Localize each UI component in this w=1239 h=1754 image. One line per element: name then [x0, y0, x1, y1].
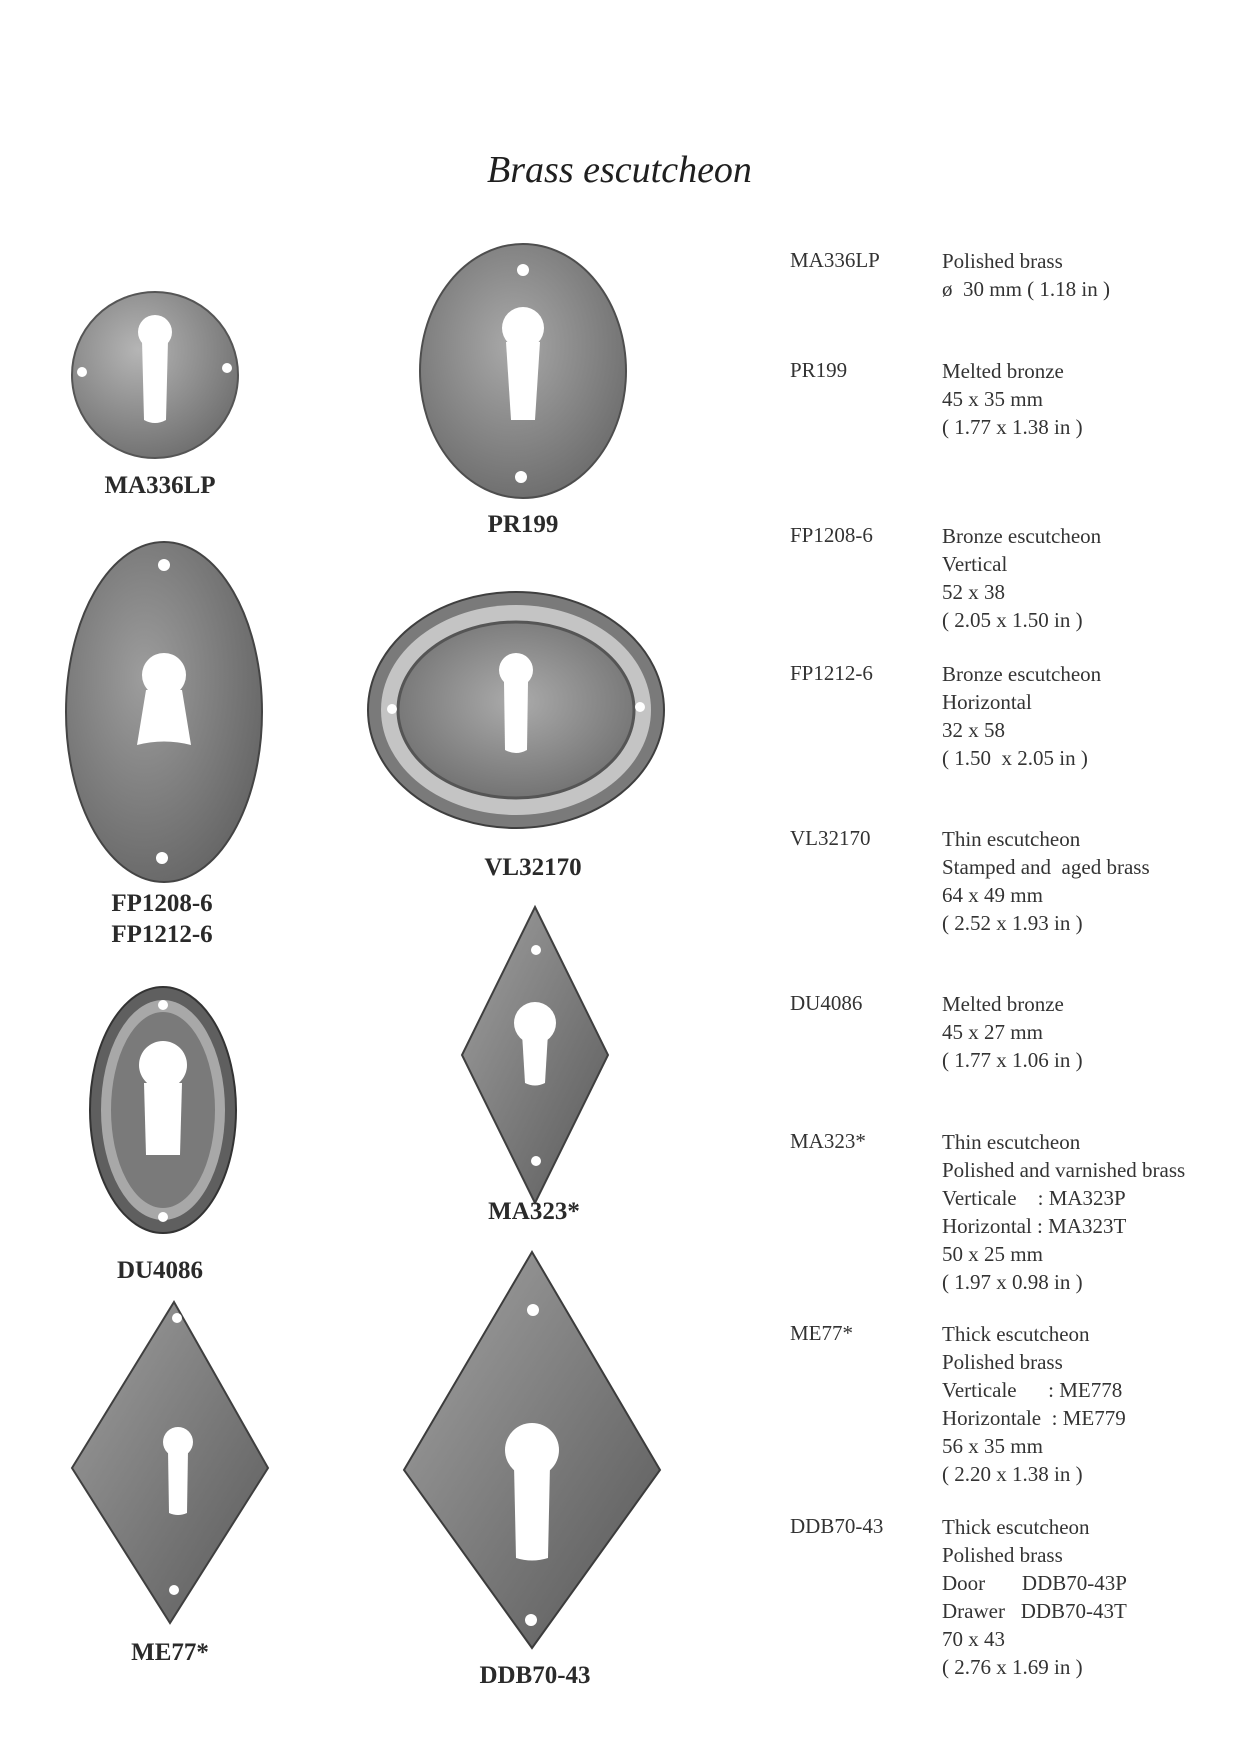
spec-code-ddb70: DDB70-43 [790, 1514, 884, 1538]
spec-line: 56 x 35 mm [942, 1434, 1043, 1458]
spec-line: Horizontal [942, 690, 1032, 714]
spec-code-ma323: MA323* [790, 1129, 866, 1153]
spec-line: Bronze escutcheon [942, 662, 1102, 686]
spec-line: Vertical [942, 552, 1008, 576]
page-title: Brass escutcheon [487, 149, 752, 191]
caption-pr199: PR199 [487, 511, 559, 538]
spec-line: 45 x 35 mm [942, 387, 1043, 411]
spec-desc-pr199 [942, 357, 1083, 441]
caption-fp1208: FP1208-6 [111, 890, 213, 917]
spec-code-pr199: PR199 [790, 358, 848, 382]
spec-code-fp1208: FP1208-6 [790, 523, 873, 547]
caption-fp1208-group [82, 888, 242, 950]
spec-code-ma336lp: MA336LP [790, 248, 880, 272]
spec-code-fp1212: FP1212-6 [790, 661, 873, 685]
spec-line: Thin escutcheon [942, 827, 1081, 851]
spec-desc-du4086 [942, 990, 1083, 1074]
spec-line: Polished and varnished brass [942, 1158, 1186, 1182]
spec-line: ( 2.20 x 1.38 in ) [942, 1462, 1083, 1486]
spec-line: Melted bronze [942, 359, 1064, 383]
spec-desc-fp1208 [942, 522, 1101, 634]
spec-line: Stamped and aged brass [942, 855, 1150, 879]
spec-line: 64 x 49 mm [942, 883, 1043, 907]
spec-line: 52 x 38 [942, 580, 1005, 604]
spec-line: ( 1.50 x 2.05 in ) [942, 746, 1088, 770]
caption-vl32170: VL32170 [484, 854, 582, 881]
caption-me77: ME77* [131, 1639, 209, 1666]
spec-line: Door DDB70-43P [942, 1571, 1127, 1595]
spec-line: ( 2.76 x 1.69 in ) [942, 1655, 1083, 1679]
spec-line: ø 30 mm ( 1.18 in ) [942, 277, 1110, 301]
spec-line: Verticale : ME778 [942, 1378, 1123, 1402]
caption-du4086: DU4086 [116, 1257, 204, 1284]
spec-line: Verticale : MA323P [942, 1186, 1126, 1210]
spec-line: ( 2.05 x 1.50 in ) [942, 608, 1083, 632]
spec-line: Melted bronze [942, 992, 1064, 1016]
spec-code-du4086: DU4086 [790, 991, 863, 1015]
caption-ma336lp: MA336LP [104, 472, 216, 499]
spec-line: Polished brass [942, 1350, 1063, 1374]
spec-line: Polished brass [942, 1543, 1063, 1567]
spec-code-me77: ME77* [790, 1321, 853, 1345]
spec-line: 50 x 25 mm [942, 1242, 1043, 1266]
spec-line: Polished brass [942, 249, 1063, 273]
spec-line: Horizontal : MA323T [942, 1214, 1127, 1238]
spec-desc-vl32170 [942, 825, 1150, 937]
spec-desc-ma323 [942, 1128, 1185, 1296]
spec-line: Bronze escutcheon [942, 524, 1102, 548]
spec-code-vl32170: VL32170 [790, 826, 871, 850]
spec-desc-ddb70 [942, 1513, 1127, 1681]
spec-line: ( 1.77 x 1.06 in ) [942, 1048, 1083, 1072]
spec-desc-ma336lp [942, 247, 1110, 303]
spec-line: Drawer DDB70-43T [942, 1599, 1127, 1623]
caption-ddb70: DDB70-43 [479, 1662, 591, 1689]
spec-line: 70 x 43 [942, 1627, 1005, 1651]
caption-ma323: MA323* [488, 1198, 580, 1225]
spec-desc-me77 [942, 1320, 1126, 1488]
spec-line: ( 1.77 x 1.38 in ) [942, 415, 1083, 439]
caption-fp1212: FP1212-6 [111, 921, 213, 948]
spec-line: Horizontale : ME779 [942, 1406, 1126, 1430]
spec-line: 45 x 27 mm [942, 1020, 1043, 1044]
spec-line: Thin escutcheon [942, 1130, 1081, 1154]
spec-line: Thick escutcheon [942, 1322, 1090, 1346]
spec-line: 32 x 58 [942, 718, 1005, 742]
spec-line: Thick escutcheon [942, 1515, 1090, 1539]
spec-line: ( 2.52 x 1.93 in ) [942, 911, 1083, 935]
spec-line: ( 1.97 x 0.98 in ) [942, 1270, 1083, 1294]
spec-desc-fp1212 [942, 660, 1101, 772]
